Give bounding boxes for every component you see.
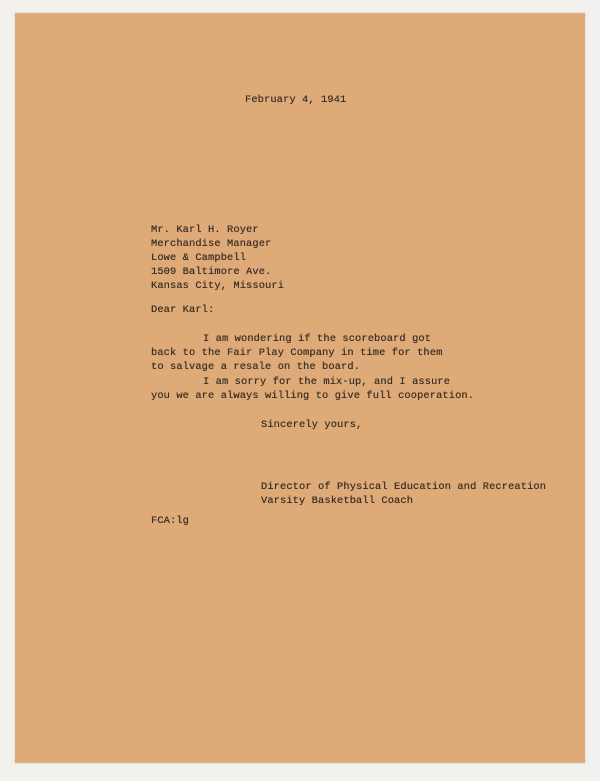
paragraph-2-line-2: you we are always willing to give full cooperation.: [151, 390, 475, 402]
recipient-street: 1509 Baltimore Ave.: [151, 266, 272, 278]
recipient-city: Kansas City, Missouri: [151, 280, 285, 292]
paragraph-1-line-1: I am wondering if the scoreboard got: [203, 333, 432, 345]
salutation: Dear Karl:: [151, 304, 215, 316]
paragraph-1-line-2: back to the Fair Play Company in time for them: [151, 347, 443, 359]
letter-page: [15, 13, 585, 763]
recipient-company: Lowe & Campbell: [151, 252, 247, 264]
reference-initials: FCA:lg: [151, 515, 190, 527]
paragraph-2-line-1: I am sorry for the mix-up, and I assure: [203, 376, 451, 388]
closing: Sincerely yours,: [261, 419, 363, 431]
recipient-name: Mr. Karl H. Royer: [151, 224, 259, 236]
paragraph-1-line-3: to salvage a resale on the board.: [151, 361, 361, 373]
signature-subtitle: Varsity Basketball Coach: [261, 495, 414, 507]
letter-date: February 4, 1941: [245, 94, 347, 106]
recipient-title: Merchandise Manager: [151, 238, 272, 250]
signature-title: Director of Physical Education and Recreation: [261, 481, 547, 493]
